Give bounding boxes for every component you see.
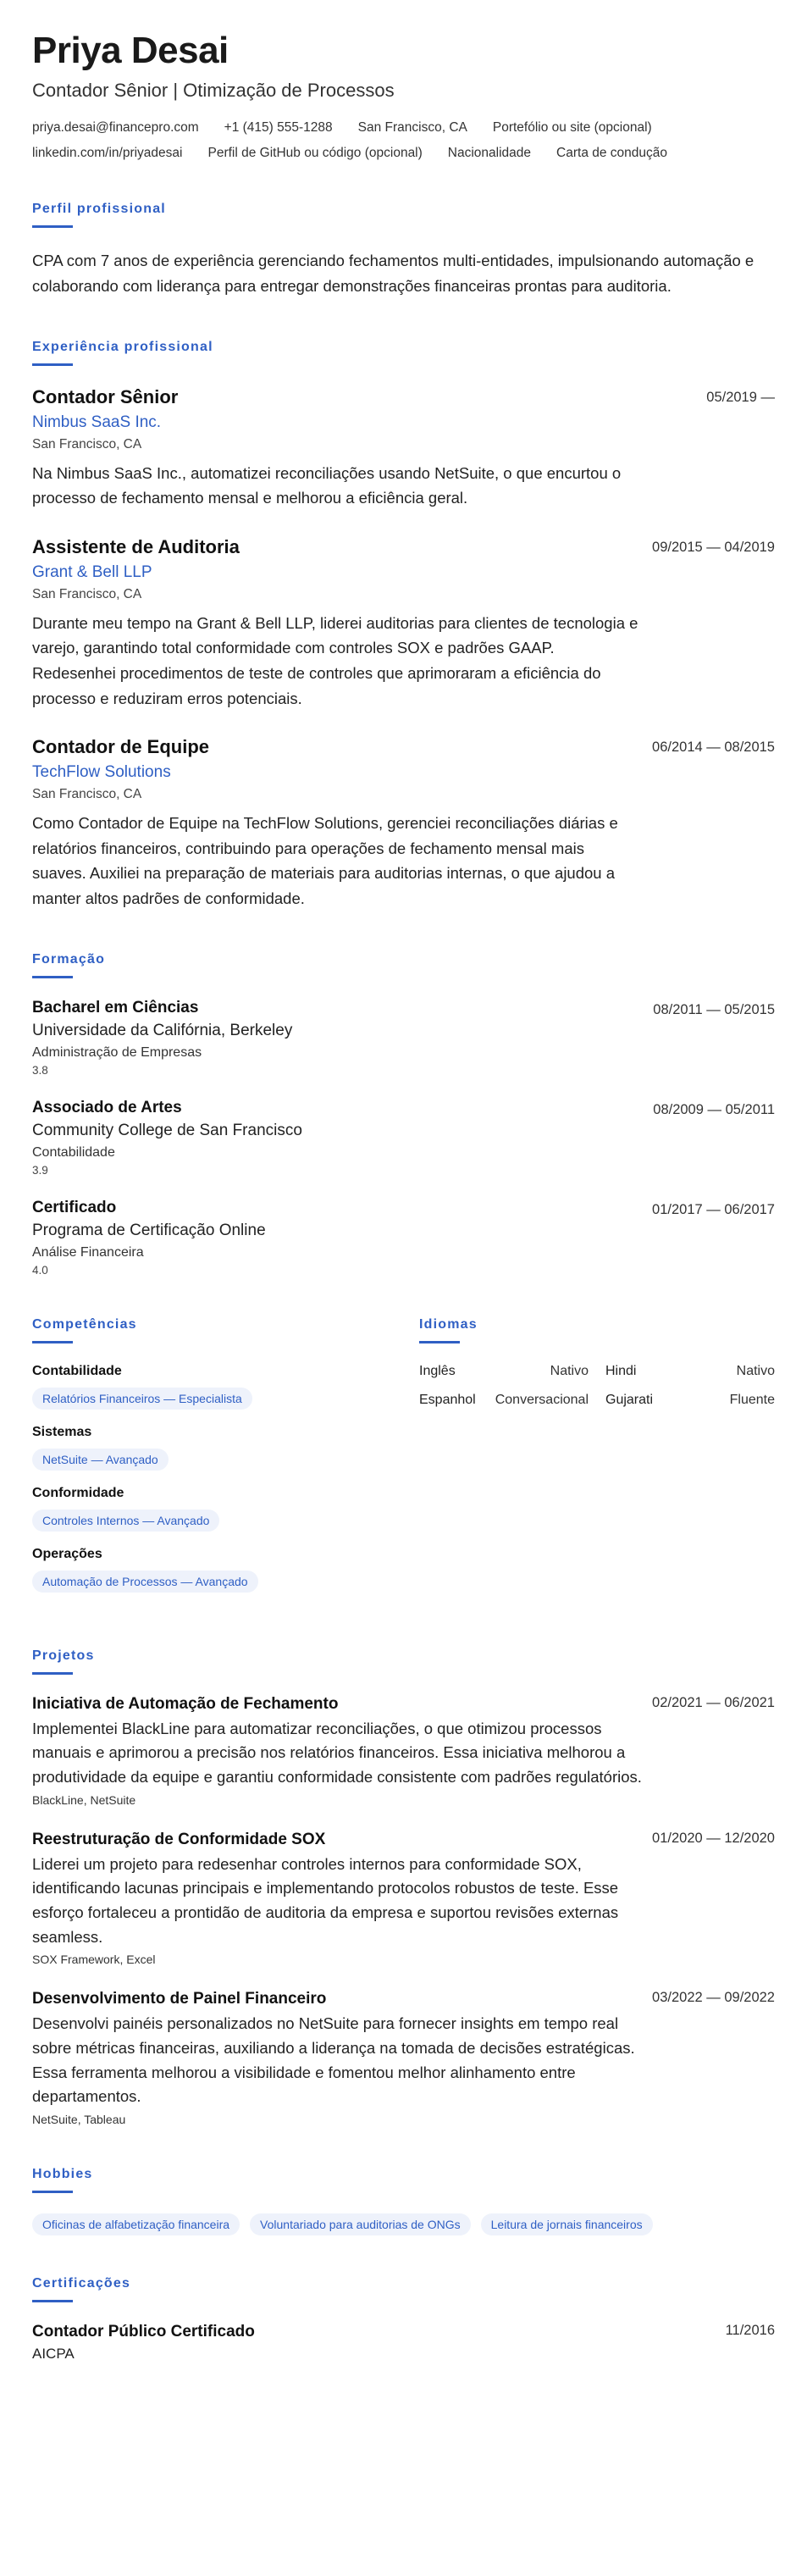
hobby-pill: Voluntariado para auditorias de ONGs bbox=[250, 2213, 471, 2235]
project-tech: SOX Framework, Excel bbox=[32, 1953, 156, 1967]
section-title-experience: Experiência profissional bbox=[32, 339, 213, 354]
job-company: Grant & Bell LLP bbox=[32, 562, 152, 581]
education-field: Análise Financeira bbox=[32, 1244, 144, 1260]
experience-entry bbox=[32, 536, 775, 711]
job-company: Nimbus SaaS Inc. bbox=[32, 413, 162, 431]
summary-section bbox=[32, 202, 775, 298]
section-divider bbox=[419, 1341, 460, 1343]
candidate-name: Priya Desai bbox=[32, 30, 229, 71]
section-title-skills: Competências bbox=[32, 1316, 137, 1332]
project-dates: 02/2021 — 06/2021 bbox=[652, 1694, 775, 1710]
language-name: Hindi bbox=[605, 1363, 637, 1378]
language-level: Nativo bbox=[736, 1363, 775, 1378]
skills-column bbox=[32, 1317, 396, 1608]
job-dates: 06/2014 — 08/2015 bbox=[652, 740, 775, 756]
education-dates: 01/2017 — 06/2017 bbox=[652, 1201, 775, 1217]
language-level: Nativo bbox=[550, 1363, 589, 1378]
section-title-projects: Projetos bbox=[32, 1648, 95, 1663]
hobbies-section bbox=[32, 2167, 775, 2235]
education-school: Programa de Certificação Online bbox=[32, 1221, 266, 1239]
project-title: Desenvolvimento de Painel Financeiro bbox=[32, 1990, 327, 2008]
section-title-education: Formação bbox=[32, 951, 106, 967]
certification-issuer: AICPA bbox=[32, 2345, 75, 2362]
contact-github[interactable]: Perfil de GitHub ou código (opcional) bbox=[207, 146, 423, 161]
section-divider bbox=[32, 976, 73, 978]
contact-phone[interactable]: +1 (415) 555-1288 bbox=[224, 120, 333, 136]
education-school: Universidade da Califórnia, Berkeley bbox=[32, 1021, 293, 1039]
education-entry bbox=[32, 1199, 775, 1277]
project-entry bbox=[32, 1695, 775, 1807]
education-dates: 08/2011 — 05/2015 bbox=[653, 1001, 775, 1017]
contact-location: San Francisco, CA bbox=[357, 120, 467, 136]
language-item bbox=[419, 1364, 589, 1379]
section-divider bbox=[32, 363, 73, 366]
project-dates: 03/2022 — 09/2022 bbox=[652, 1990, 775, 2006]
contact-linkedin[interactable]: linkedin.com/in/priyadesai bbox=[32, 146, 183, 161]
education-school: Community College de San Francisco bbox=[32, 1121, 302, 1139]
candidate-headline: Contador Sênior | Otimização de Processos bbox=[32, 80, 395, 102]
job-dates: 05/2019 — bbox=[706, 389, 775, 405]
language-name: Espanhol bbox=[419, 1392, 476, 1407]
education-gpa: 4.0 bbox=[32, 1263, 48, 1277]
section-divider bbox=[32, 2300, 73, 2302]
job-description: Na Nimbus SaaS Inc., automatizei reconciliações usando NetSuite, o que encurtou o processo de fechamento mensal e melhorou a eficiência geral. bbox=[32, 463, 622, 507]
contact-driving-license: Carta de condução bbox=[556, 146, 668, 161]
section-divider bbox=[32, 225, 73, 228]
education-field: Contabilidade bbox=[32, 1144, 115, 1160]
projects-section bbox=[32, 1648, 775, 2126]
language-level: Fluente bbox=[729, 1392, 775, 1407]
job-title: Contador de Equipe bbox=[32, 736, 209, 758]
section-divider bbox=[32, 2191, 73, 2193]
project-description: Implementei BlackLine para automatizar reconciliações, o que otimizou processos manuais e aprimorou a precisão nos relatórios financeiros. Essa iniciativa melhorou a produtividade da equipe e garantiu conformidade consistente com padrões regulatórios. bbox=[32, 1719, 642, 1786]
language-name: Gujarati bbox=[605, 1392, 654, 1407]
project-entry bbox=[32, 1831, 775, 1967]
hobby-pill: Leitura de jornais financeiros bbox=[481, 2213, 653, 2235]
experience-entry bbox=[32, 386, 775, 511]
experience-section bbox=[32, 340, 775, 911]
job-description: Como Contador de Equipe na TechFlow Solutions, gerenciei reconciliações diárias e relatórios financeiros, contribuindo para operações de fechamento mensal mais suaves. Auxiliei na preparação de materiais para auditorias internas, o que ajudou a manter altos padrões de conformidade. bbox=[32, 814, 618, 907]
education-dates: 08/2009 — 05/2011 bbox=[653, 1101, 775, 1117]
contact-portfolio[interactable]: Portefólio ou site (opcional) bbox=[492, 120, 652, 136]
language-item bbox=[605, 1364, 775, 1379]
section-title-languages: Idiomas bbox=[419, 1316, 478, 1332]
certification-entry bbox=[32, 2323, 775, 2363]
project-tech: NetSuite, Tableau bbox=[32, 2112, 126, 2126]
experience-entry bbox=[32, 736, 775, 911]
languages-column bbox=[419, 1317, 775, 1608]
contact-nationality: Nacionalidade bbox=[447, 146, 532, 161]
project-dates: 01/2020 — 12/2020 bbox=[652, 1830, 775, 1846]
skill-category: Conformidade bbox=[32, 1485, 124, 1500]
skill-pill: Automação de Processos — Avançado bbox=[32, 1571, 258, 1593]
skill-category: Sistemas bbox=[32, 1424, 92, 1439]
job-description: Durante meu tempo na Grant & Bell LLP, liderei auditorias para clientes de tecnologia e varejo, garantindo total conformidade com controles SOX e padrões GAAP. Redesenhei procedimentos de teste de controles que aprimoraram a eficiência do processo e reduziram erros potenciais. bbox=[32, 613, 638, 707]
project-title: Iniciativa de Automação de Fechamento bbox=[32, 1694, 339, 1713]
contact-list bbox=[32, 120, 775, 161]
resume-header bbox=[32, 30, 775, 161]
project-description: Liderei um projeto para redesenhar controles internos para conformidade SOX, identificando lacunas principais e implementando protocolos robustos de teste. Esse esforço fortaleceu a prontidão de auditoria da empresa e suportou revisões externas seamless. bbox=[32, 1854, 619, 1946]
section-title-summary: Perfil profissional bbox=[32, 202, 166, 217]
skill-pill: Controles Internos — Avançado bbox=[32, 1510, 219, 1532]
job-title: Assistente de Auditoria bbox=[32, 535, 240, 557]
job-location: San Francisco, CA bbox=[32, 787, 142, 802]
certification-title: Contador Público Certificado bbox=[32, 2322, 255, 2341]
language-item bbox=[605, 1393, 775, 1408]
section-title-certifications: Certificações bbox=[32, 2275, 131, 2291]
section-divider bbox=[32, 1672, 73, 1675]
contact-email[interactable]: priya.desai@financepro.com bbox=[32, 120, 199, 136]
section-title-hobbies: Hobbies bbox=[32, 2166, 93, 2181]
skill-group bbox=[32, 1364, 396, 1410]
education-degree: Bacharel em Ciências bbox=[32, 998, 199, 1017]
language-level: Conversacional bbox=[495, 1392, 589, 1407]
education-gpa: 3.9 bbox=[32, 1163, 48, 1177]
project-title: Reestruturação de Conformidade SOX bbox=[32, 1830, 326, 1848]
language-list bbox=[419, 1364, 775, 1408]
certification-date: 11/2016 bbox=[725, 2322, 775, 2338]
project-tech: BlackLine, NetSuite bbox=[32, 1792, 136, 1807]
skill-group bbox=[32, 1425, 396, 1471]
education-entry bbox=[32, 999, 775, 1077]
language-item bbox=[419, 1393, 589, 1408]
job-dates: 09/2015 — 04/2019 bbox=[652, 539, 775, 555]
hobby-list bbox=[32, 2213, 775, 2235]
education-degree: Associado de Artes bbox=[32, 1098, 182, 1116]
certifications-section bbox=[32, 2276, 775, 2363]
skill-pill: Relatórios Financeiros — Especialista bbox=[32, 1388, 252, 1410]
education-entry bbox=[32, 1099, 775, 1177]
education-section bbox=[32, 952, 775, 1277]
skill-group bbox=[32, 1547, 396, 1593]
job-location: San Francisco, CA bbox=[32, 586, 142, 601]
education-degree: Certificado bbox=[32, 1198, 117, 1216]
skill-pill: NetSuite — Avançado bbox=[32, 1449, 169, 1471]
education-field: Administração de Empresas bbox=[32, 1044, 202, 1060]
skill-category: Operações bbox=[32, 1546, 102, 1561]
skill-category: Contabilidade bbox=[32, 1363, 122, 1378]
project-entry bbox=[32, 1990, 775, 2126]
job-title: Contador Sênior bbox=[32, 385, 179, 407]
skill-group bbox=[32, 1486, 396, 1532]
project-description: Desenvolvi painéis personalizados no NetSuite para fornecer insights em tempo real sobre métricas financeiras, auxiliando a liderança na tomada de decisões estratégicas. Essa ferramenta melhorou a visibilidade e fomentou melhor alinhamento entre departamentos. bbox=[32, 2014, 635, 2106]
summary-text: CPA com 7 anos de experiência gerenciando fechamentos multi-entidades, impulsionando automação e colaborando com liderança para entregar demonstrações financeiras prontas para auditoria. bbox=[32, 252, 754, 295]
education-gpa: 3.8 bbox=[32, 1063, 48, 1077]
language-name: Inglês bbox=[419, 1363, 456, 1378]
job-company: TechFlow Solutions bbox=[32, 763, 171, 782]
skills-languages-section bbox=[32, 1317, 775, 1608]
job-location: San Francisco, CA bbox=[32, 436, 142, 451]
hobby-pill: Oficinas de alfabetização financeira bbox=[32, 2213, 240, 2235]
section-divider bbox=[32, 1341, 73, 1343]
